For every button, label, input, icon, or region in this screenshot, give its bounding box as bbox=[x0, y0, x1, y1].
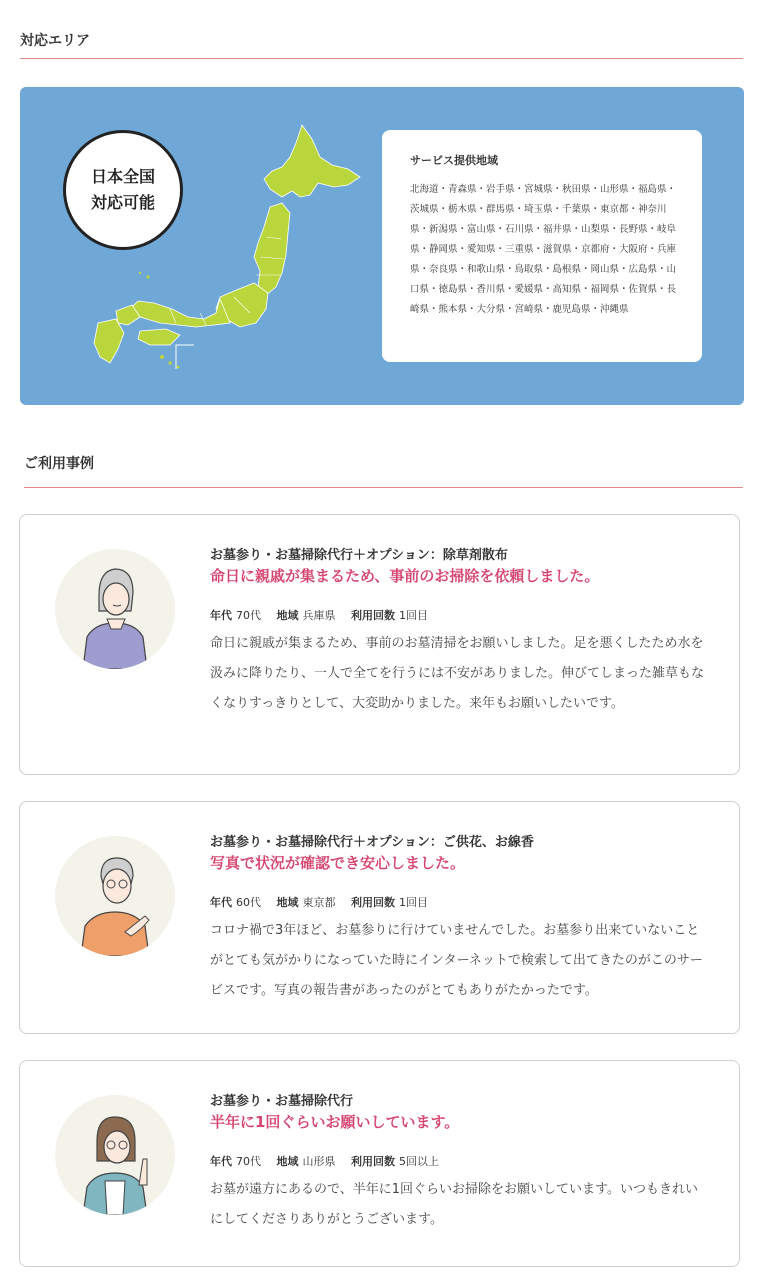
case-headline: 半年に1回ぐらいお願いしています。 bbox=[210, 1113, 460, 1131]
case-testimonial: 命日に親戚が集まるため、事前のお墓清掃をお願いしました。足を悪くしたため水を汲みに降りたり、一人で全てを行うには不安がありました。伸びてしまった雑草もなくなりすっきりとして、大変助かりました。来年もお願いしたいです。 bbox=[210, 636, 705, 711]
case-body bbox=[210, 834, 709, 1006]
service-area-panel bbox=[20, 87, 744, 405]
cases-heading: ご利用事例 bbox=[24, 456, 94, 472]
elderly-man-avatar bbox=[55, 836, 175, 956]
case-meta bbox=[210, 894, 709, 912]
cases-heading-rule bbox=[24, 487, 743, 488]
case-card bbox=[19, 514, 740, 775]
area-heading: 対応エリア bbox=[20, 33, 90, 49]
case-card bbox=[19, 1060, 740, 1267]
age-value: 70代 bbox=[236, 1155, 261, 1168]
case-card bbox=[19, 801, 740, 1034]
case-meta bbox=[210, 1153, 709, 1171]
service-region-title: サービス提供地域 bbox=[410, 154, 498, 167]
count-label: 利用回数 bbox=[351, 1155, 395, 1168]
age-label: 年代 bbox=[210, 609, 232, 622]
badge-line-1: 日本全国 bbox=[90, 167, 155, 186]
count-label: 利用回数 bbox=[351, 896, 395, 909]
age-value: 60代 bbox=[236, 896, 261, 909]
region-label: 地域 bbox=[276, 896, 299, 909]
region-label: 地域 bbox=[276, 609, 299, 622]
count-value: 5回以上 bbox=[399, 1155, 439, 1168]
age-value: 70代 bbox=[236, 609, 261, 622]
count-label: 利用回数 bbox=[351, 609, 395, 622]
case-meta bbox=[210, 607, 709, 625]
case-service: お墓参り・お墓掃除代行 bbox=[210, 1094, 354, 1109]
region-value: 山形県 bbox=[302, 1155, 336, 1168]
case-service: お墓参り・お墓掃除代行＋オプション：ご供花、お線香 bbox=[210, 835, 534, 850]
badge-line-2: 対応可能 bbox=[90, 193, 155, 212]
case-testimonial: お墓が遠方にあるので、半年に1回ぐらいお掃除をお願いしています。いつもきれいにしてくださりありがとうございます。 bbox=[210, 1182, 698, 1227]
service-region-box bbox=[382, 130, 702, 362]
age-label: 年代 bbox=[210, 896, 232, 909]
service-region-list: 北海道・青森県・岩手県・宮城県・秋田県・山形県・福島県・茨城県・栃木県・群馬県・埼玉県・千葉県・東京都・神奈川県・新潟県・富山県・石川県・福井県・山梨県・長野県・岐阜県・静岡県・愛知県・三重県・滋賀県・京都府・大阪府・兵庫県・奈良県・和歌山県・鳥取県・島根県・岡山県・広島県・山口県・徳島県・香川県・愛媛県・高知県・福岡県・佐賀県・長崎県・熊本県・大分県・宮崎県・鹿児島県・沖縄県 bbox=[410, 184, 677, 315]
case-body bbox=[210, 1093, 709, 1235]
elderly-woman-avatar bbox=[55, 549, 175, 669]
case-service: お墓参り・お墓掃除代行＋オプション：除草剤散布 bbox=[210, 548, 508, 563]
age-label: 年代 bbox=[210, 1155, 232, 1168]
region-value: 東京都 bbox=[302, 896, 336, 909]
nationwide-badge bbox=[63, 130, 183, 250]
count-value: 1回目 bbox=[399, 896, 428, 909]
case-body bbox=[210, 547, 709, 719]
area-heading-rule bbox=[20, 58, 743, 59]
case-headline: 写真で状況が確認でき安心しました。 bbox=[210, 854, 466, 872]
region-value: 兵庫県 bbox=[302, 609, 336, 622]
case-headline: 命日に親戚が集まるため、事前のお掃除を依頼しました。 bbox=[210, 567, 600, 585]
count-value: 1回目 bbox=[399, 609, 428, 622]
region-label: 地域 bbox=[276, 1155, 299, 1168]
woman-with-glasses-avatar bbox=[55, 1095, 175, 1215]
case-testimonial: コロナ禍で3年ほど、お墓参りに行けていませんでした。お墓参り出来ていないことがとても気がかりになっていた時にインターネットで検索して出てきたのがこのサービスです。写真の報告書があったのがとてもありがたかったです。 bbox=[210, 923, 703, 998]
